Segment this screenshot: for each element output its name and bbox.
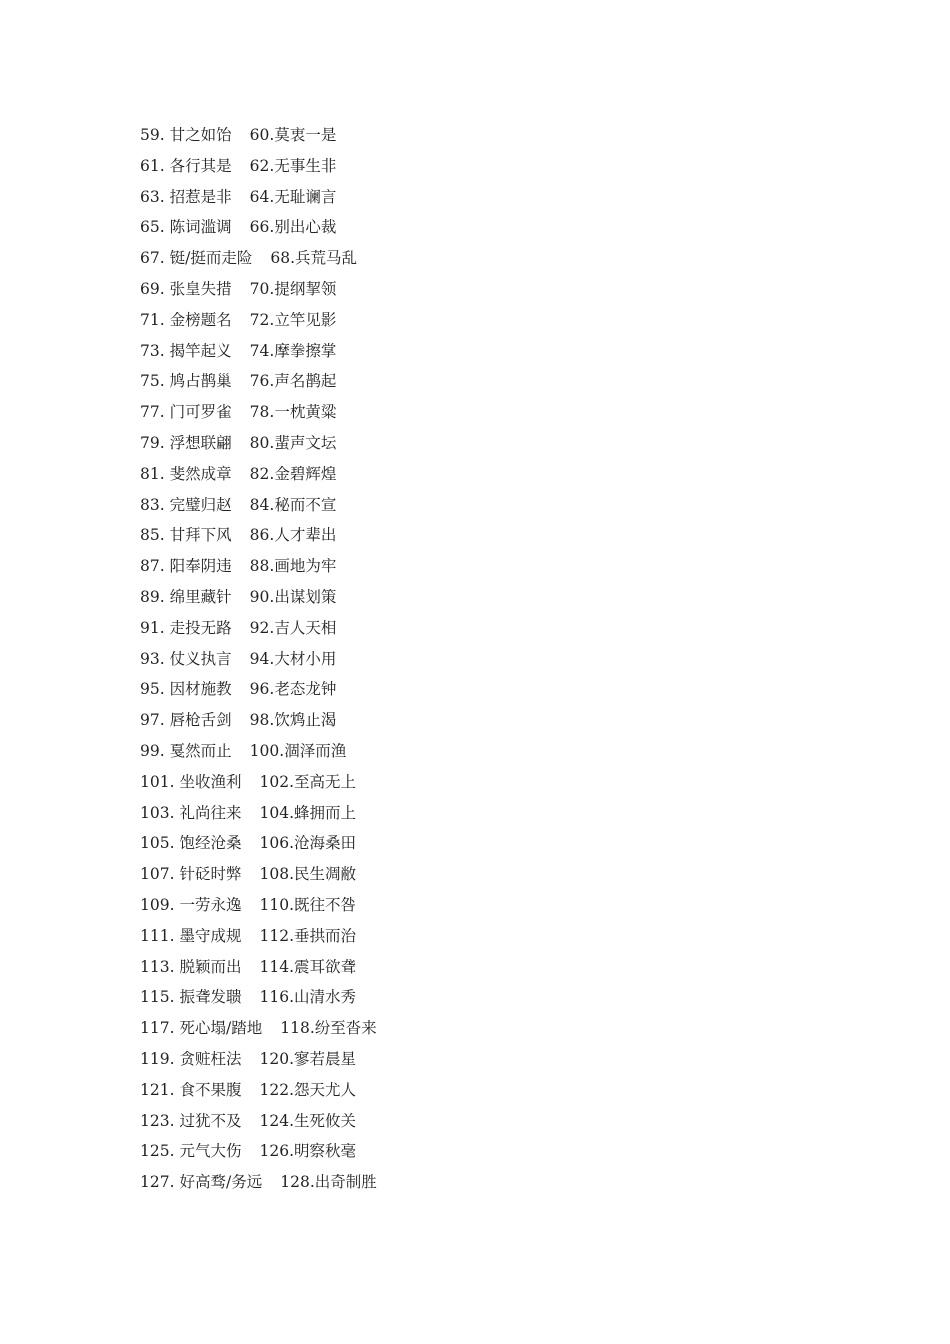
idiom-text: 脱颖而出 — [179, 957, 242, 976]
idiom-text: 过犹不及 — [179, 1111, 242, 1130]
idiom-text: 老态龙钟 — [274, 680, 337, 699]
item-number: 67. — [140, 249, 165, 268]
idiom-row — [140, 798, 377, 829]
idiom-text: 纷至沓来 — [314, 1019, 377, 1038]
item-number: 112. — [259, 926, 295, 945]
item-number: 100. — [249, 741, 285, 760]
idiom-text: 出谋划策 — [274, 587, 337, 606]
idiom-row — [140, 490, 377, 521]
idiom-row — [140, 551, 377, 582]
item-number: 121. — [140, 1080, 175, 1099]
idiom-text: 走投无路 — [169, 618, 232, 637]
idiom-text: 生死攸关 — [294, 1111, 357, 1130]
item-number: 93. — [140, 649, 165, 668]
item-number: 92. — [249, 618, 275, 637]
idiom-row — [140, 459, 377, 490]
idiom-row — [140, 182, 377, 213]
idiom-text: 一枕黄粱 — [274, 403, 337, 422]
item-number: 108. — [259, 865, 295, 884]
idiom-text: 寥若晨星 — [294, 1049, 357, 1068]
idiom-text: 好高骛/务远 — [179, 1173, 263, 1192]
item-number: 60. — [249, 126, 275, 144]
idiom-text: 既往不咎 — [294, 895, 357, 914]
idiom-row — [140, 674, 377, 705]
idiom-text: 大材小用 — [274, 649, 337, 668]
idiom-text: 声名鹊起 — [274, 372, 337, 391]
item-number: 124. — [259, 1111, 295, 1130]
idiom-text: 吉人天相 — [274, 618, 337, 637]
idiom-row — [140, 859, 377, 890]
idiom-text: 食不果腹 — [179, 1080, 242, 1099]
idiom-text: 唇枪舌剑 — [169, 711, 232, 730]
idiom-row — [140, 1167, 377, 1198]
item-number: 84. — [249, 495, 275, 514]
idiom-text: 针砭时弊 — [179, 865, 242, 884]
item-number: 118. — [280, 1019, 315, 1038]
idiom-row — [140, 582, 377, 613]
idiom-text: 因材施教 — [169, 680, 232, 699]
item-number: 99. — [140, 741, 165, 760]
item-number: 63. — [140, 187, 165, 206]
item-number: 101. — [140, 772, 175, 791]
idiom-row — [140, 520, 377, 551]
idiom-text: 一劳永逸 — [179, 895, 242, 914]
item-number: 69. — [140, 279, 165, 298]
idiom-row — [140, 952, 377, 983]
idiom-row — [140, 613, 377, 644]
idiom-text: 鸠占鹊巢 — [169, 372, 232, 391]
idiom-text: 饮鸩止渴 — [274, 711, 337, 730]
idiom-row — [140, 366, 377, 397]
idiom-row — [140, 1136, 377, 1167]
item-number: 127. — [140, 1173, 175, 1192]
idiom-text: 蜂拥而上 — [294, 803, 357, 822]
item-number: 89. — [140, 587, 165, 606]
idiom-text: 怨天尤人 — [294, 1080, 357, 1099]
idiom-text: 元气大伤 — [179, 1142, 242, 1161]
item-number: 95. — [140, 680, 165, 699]
idiom-text: 张皇失措 — [169, 279, 232, 298]
idiom-row — [140, 212, 377, 243]
item-number: 104. — [259, 803, 295, 822]
idiom-text: 墨守成规 — [179, 926, 242, 945]
idiom-text: 礼尚往来 — [179, 803, 242, 822]
item-number: 76. — [249, 372, 275, 391]
item-number: 90. — [249, 587, 275, 606]
idiom-row — [140, 982, 377, 1013]
idiom-row — [140, 1106, 377, 1137]
item-number: 98. — [249, 711, 275, 730]
item-number: 88. — [249, 557, 275, 576]
idiom-row — [140, 397, 377, 428]
idiom-row — [140, 828, 377, 859]
idiom-text: 坐收渔利 — [179, 772, 242, 791]
idiom-text: 招惹是非 — [169, 187, 232, 206]
item-number: 125. — [140, 1142, 175, 1161]
item-number: 66. — [249, 218, 275, 237]
item-number: 72. — [249, 310, 275, 329]
item-number: 80. — [249, 433, 275, 452]
idiom-text: 甘之如饴 — [169, 126, 232, 144]
idiom-text: 陈词滥调 — [169, 218, 232, 237]
item-number: 105. — [140, 834, 175, 853]
idiom-text: 阳奉阴违 — [169, 557, 232, 576]
idiom-row — [140, 151, 377, 182]
idiom-text: 震耳欲聋 — [294, 957, 357, 976]
idiom-text: 贪赃枉法 — [179, 1049, 242, 1068]
idiom-row — [140, 644, 377, 675]
item-number: 111. — [140, 926, 175, 945]
idiom-row — [140, 1075, 377, 1106]
item-number: 86. — [249, 526, 275, 545]
item-number: 94. — [249, 649, 275, 668]
idiom-row — [140, 274, 377, 305]
item-number: 78. — [249, 403, 275, 422]
idiom-text: 垂拱而治 — [294, 926, 357, 945]
item-number: 85. — [140, 526, 165, 545]
idiom-row — [140, 921, 377, 952]
item-number: 75. — [140, 372, 165, 391]
item-number: 113. — [140, 957, 175, 976]
item-number: 109. — [140, 895, 175, 914]
item-number: 116. — [259, 988, 295, 1007]
idiom-text: 明察秋毫 — [294, 1142, 357, 1161]
idiom-text: 揭竿起义 — [169, 341, 232, 360]
idiom-text: 甘拜下风 — [169, 526, 232, 545]
item-number: 107. — [140, 865, 175, 884]
idiom-row — [140, 336, 377, 367]
idiom-text: 涸泽而渔 — [284, 741, 347, 760]
item-number: 123. — [140, 1111, 175, 1130]
item-number: 117. — [140, 1019, 175, 1038]
item-number: 61. — [140, 156, 165, 175]
idiom-text: 金榜题名 — [169, 310, 232, 329]
item-number: 82. — [249, 464, 275, 483]
idiom-text: 死心塌/踏地 — [179, 1019, 263, 1038]
idiom-text: 民生凋敝 — [294, 865, 357, 884]
item-number: 59. — [140, 126, 165, 144]
idiom-text: 饱经沧桑 — [179, 834, 242, 853]
item-number: 87. — [140, 557, 165, 576]
idiom-text: 各行其是 — [169, 156, 232, 175]
idiom-text: 莫衷一是 — [274, 126, 337, 144]
item-number: 102. — [259, 772, 295, 791]
idiom-text: 蜚声文坛 — [274, 433, 337, 452]
idiom-text: 斐然成章 — [169, 464, 232, 483]
idiom-row — [140, 428, 377, 459]
item-number: 120. — [259, 1049, 295, 1068]
idiom-text: 出奇制胜 — [314, 1173, 377, 1192]
idiom-row — [140, 1044, 377, 1075]
item-number: 73. — [140, 341, 165, 360]
idiom-text: 人才辈出 — [274, 526, 337, 545]
idiom-text: 完璧归赵 — [169, 495, 232, 514]
item-number: 71. — [140, 310, 165, 329]
idiom-text: 画地为牢 — [274, 557, 337, 576]
idiom-text: 立竿见影 — [274, 310, 337, 329]
idiom-text: 浮想联翩 — [169, 433, 232, 452]
idiom-text: 提纲挈领 — [274, 279, 337, 298]
item-number: 115. — [140, 988, 175, 1007]
idiom-text: 无耻谰言 — [274, 187, 337, 206]
item-number: 119. — [140, 1049, 175, 1068]
idiom-row — [140, 243, 377, 274]
idiom-row — [140, 1013, 377, 1044]
item-number: 96. — [249, 680, 275, 699]
idiom-row — [140, 736, 377, 767]
item-number: 114. — [259, 957, 295, 976]
idiom-row — [140, 890, 377, 921]
idiom-text: 摩拳擦掌 — [274, 341, 337, 360]
idiom-text: 铤/挺而走险 — [169, 249, 253, 268]
item-number: 74. — [249, 341, 275, 360]
idiom-text: 绵里藏针 — [169, 587, 232, 606]
idiom-text: 沧海桑田 — [294, 834, 357, 853]
idiom-text: 山清水秀 — [294, 988, 357, 1007]
item-number: 79. — [140, 433, 165, 452]
idiom-text: 兵荒马乱 — [295, 249, 358, 268]
idiom-text: 无事生非 — [274, 156, 337, 175]
idiom-text: 戛然而止 — [169, 741, 232, 760]
idiom-row — [140, 305, 377, 336]
idiom-text: 别出心裁 — [274, 218, 337, 237]
item-number: 103. — [140, 803, 175, 822]
item-number: 97. — [140, 711, 165, 730]
item-number: 62. — [249, 156, 275, 175]
item-number: 126. — [259, 1142, 295, 1161]
item-number: 77. — [140, 403, 165, 422]
item-number: 122. — [259, 1080, 295, 1099]
idiom-row — [140, 767, 377, 798]
idiom-text: 金碧辉煌 — [274, 464, 337, 483]
item-number: 128. — [280, 1173, 315, 1192]
idiom-text: 至高无上 — [294, 772, 357, 791]
item-number: 70. — [249, 279, 275, 298]
item-number: 83. — [140, 495, 165, 514]
idiom-text: 仗义执言 — [169, 649, 232, 668]
idiom-text: 门可罗雀 — [169, 403, 232, 422]
item-number: 65. — [140, 218, 165, 237]
idiom-list — [140, 120, 377, 1198]
item-number: 64. — [249, 187, 275, 206]
idiom-row — [140, 120, 377, 151]
idiom-row — [140, 705, 377, 736]
item-number: 106. — [259, 834, 295, 853]
idiom-text: 振聋发聩 — [179, 988, 242, 1007]
item-number: 68. — [270, 249, 296, 268]
item-number: 91. — [140, 618, 165, 637]
idiom-text: 秘而不宣 — [274, 495, 337, 514]
item-number: 110. — [259, 895, 295, 914]
item-number: 81. — [140, 464, 165, 483]
